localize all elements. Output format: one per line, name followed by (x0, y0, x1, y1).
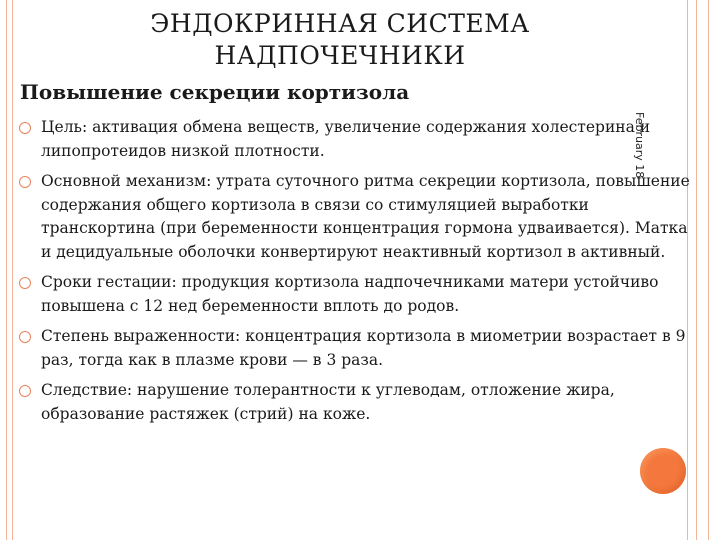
left-frame-decoration (6, 0, 13, 540)
orange-circle-decoration (640, 448, 686, 494)
list-item (16, 271, 702, 318)
circle-bullet-icon (19, 176, 31, 188)
list-item-text: Основной механизм: утрата суточного ритма секреции кортизола, повышение содержания общего кортизола в связи со стимуляцией выработки транскортина (при беременности концентрация гормона удваивается). Матка и децидуальные оболочки конвертируют неактивный кортизол в активный. (41, 172, 690, 261)
slide-date: February 18 (633, 112, 646, 179)
circle-bullet-icon (19, 331, 31, 343)
list-item (16, 170, 702, 264)
slide-title-line-1: ЭНДОКРИННАЯ СИСТЕМА (150, 9, 530, 38)
slide-subtitle: Повышение секреции кортизола (20, 80, 410, 104)
list-item-text: Следствие: нарушение толерантности к углеводам, отложение жира, образование растяжек (стрий) на коже. (41, 381, 615, 423)
slide-title-line-2: НАДПОЧЕЧНИКИ (214, 41, 466, 70)
circle-bullet-icon (19, 122, 31, 134)
list-item (16, 325, 702, 372)
list-item-text: Степень выраженности: концентрация кортизола в миометрии возрастает в 9 раз, тогда как в плазме крови — в 3 раза. (41, 327, 686, 369)
list-item-text: Сроки гестации: продукция кортизола надпочечниками матери устойчиво повышена с 12 нед беременности вплоть до родов. (41, 273, 659, 315)
list-item-text: Цель: активация обмена веществ, увеличение содержания холестерина и липопротеидов низкой плотности. (41, 118, 651, 160)
slide-title (60, 8, 620, 72)
list-item (16, 116, 702, 163)
list-item (16, 379, 702, 426)
bullet-list (16, 116, 702, 433)
circle-bullet-icon (19, 385, 31, 397)
circle-bullet-icon (19, 277, 31, 289)
